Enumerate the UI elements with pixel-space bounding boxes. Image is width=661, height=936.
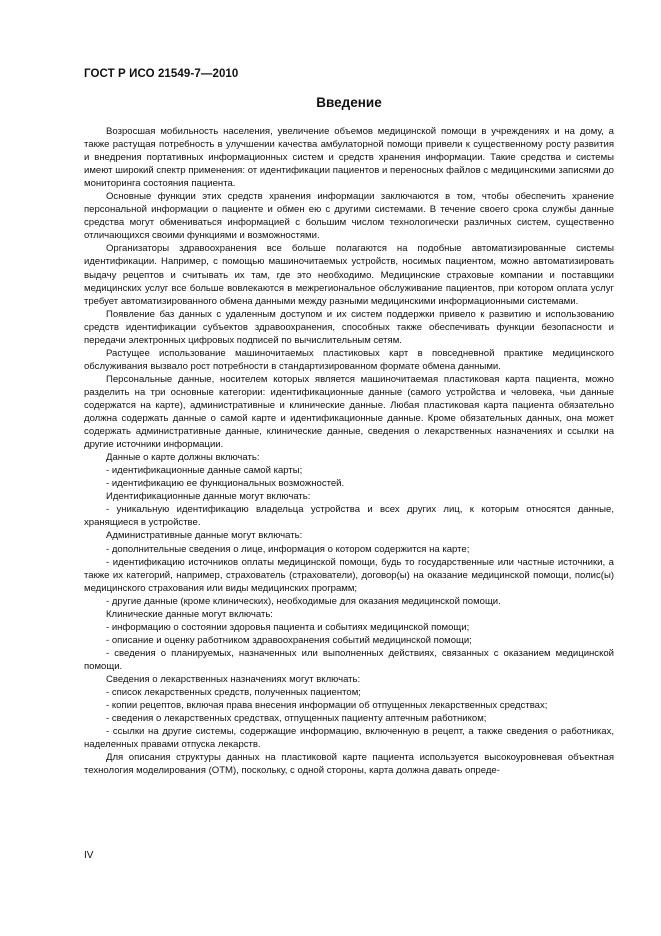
list-item: - идентификацию ее функциональных возможностей. xyxy=(106,478,345,490)
body-text xyxy=(84,125,614,777)
list-item: - другие данные (кроме клинических), необходимые для оказания медицинской помощи. xyxy=(106,595,501,607)
paragraph: Персональные данные, носителем которых является машиночитаемая пластиковая карта пациента, можно разделить на три основные категории: идентификационные данные (самого устройства и человека, чьи данные содержатся на карте), административные и клинические данные. Любая пластиковая карта пациента обязательно должна содержать данные о самой карте и идентификационные данные. Кроме обязательных данных, она может содержать административные данные, клинические данные, сведения о лекарственных назначениях и ссылки на другие источники информации. xyxy=(84,373,614,451)
paragraph: Административные данные могут включать: xyxy=(106,530,303,542)
list-item: - информацию о состоянии здоровья пациента и событиях медицинской помощи; xyxy=(106,621,470,633)
paragraph: Клинические данные могут включать: xyxy=(106,608,273,620)
paragraph: Для описания структуры данных на пластиковой карте пациента используется высокоуровневая объектная технология моделирования (ОТМ), поскольку, с одной стороны, карта должна давать опреде- xyxy=(84,752,614,777)
section-title: Введение xyxy=(316,95,382,110)
standard-header: ГОСТ Р ИСО 21549-7—2010 xyxy=(84,68,239,80)
list-item: - дополнительные сведения о лице, информация о котором содержится на карте; xyxy=(106,543,470,555)
paragraph: Организаторы здравоохранения все больше полагаются на подобные автоматизированные системы идентификации. Например, с помощью машиночитаемых устройств, носимых пациентом, можно автоматизировать выдачу рецептов и считывать их там, где это необходимо. Медицинские страховые компании и поставщики медицинских услуг все больше вовлекаются в межрегиональное обслуживание пациентов, при котором оплата услуг требует автоматизированного обмена данными между разными медицинскими информационными системами. xyxy=(84,243,614,307)
list-item: - идентификационные данные самой карты; xyxy=(106,465,303,477)
paragraph: Сведения о лекарственных назначениях могут включать: xyxy=(106,673,361,685)
paragraph: Идентификационные данные могут включать: xyxy=(106,491,311,503)
list-item: - копии рецептов, включая права внесения информации об отпущенных лекарственных средствах; xyxy=(106,700,548,712)
list-item: - ссылки на другие системы, содержащие информацию, включенную в рецепт, а также сведения о работниках, наделенных правами отпуска лекарств. xyxy=(84,726,614,751)
paragraph: Основные функции этих средств хранения информации заключаются в том, чтобы обеспечить хранение персональной информации о пациенте и обмен ею с другими системами. В течение своего срока службы данные средства могут обмениваться информацией с большим числом технологически различных систем, существенно отличающихся своими функциями и возможностями. xyxy=(84,191,614,242)
paragraph: Данные о карте должны включать: xyxy=(106,452,260,464)
list-item: - уникальную идентификацию владельца устройства и всех других лиц, к которым относятся данные, хранящиеся в устройстве. xyxy=(84,504,614,529)
list-item: - сведения о лекарственных средствах, отпущенных пациенту аптечным работником; xyxy=(106,713,487,725)
list-item: - сведения о планируемых, назначенных или выполненных действиях, связанных с оказанием медицинской помощи. xyxy=(84,647,614,672)
list-item: - описание и оценку работником здравоохранения событий медицинской помощи; xyxy=(106,634,472,646)
list-item: - идентификацию источников оплаты медицинской помощи, будь то государственные или частные источники, а также их категорий, например, страхователь (страхователи), договор(ы) на оказание медицинской помощи, полис(ы) медицинского страхования или виды медицинских программ; xyxy=(84,556,614,594)
page-number: IV xyxy=(84,850,94,861)
paragraph: Появление баз данных с удаленным доступом и их систем поддержки привело к развитию и использованию средств идентификации субъектов здравоохранения, способных также обеспечивать функции безопасности и передачи электронных цифровых подписей по вычислительным сетям. xyxy=(84,308,614,346)
paragraph: Растущее использование машиночитаемых пластиковых карт в повседневной практике медицинского обслуживания вызвало рост потребности в стандартизированном формате обмена данными. xyxy=(84,347,614,372)
list-item: - список лекарственных средств, полученных пациентом; xyxy=(106,687,361,699)
paragraph: Возросшая мобильность населения, увеличение объемов медицинской помощи в учреждениях и на дому, а также растущая потребность в улучшении качества амбулаторной помощи привели к существенному росту развития и внедрения портативных информационных систем и средств хранения информации. Такие средства и системы имеют широкий спектр применения: от идентификации пациентов и переносных файлов с медицинскими записями до мониторинга состояния пациента. xyxy=(84,126,614,190)
